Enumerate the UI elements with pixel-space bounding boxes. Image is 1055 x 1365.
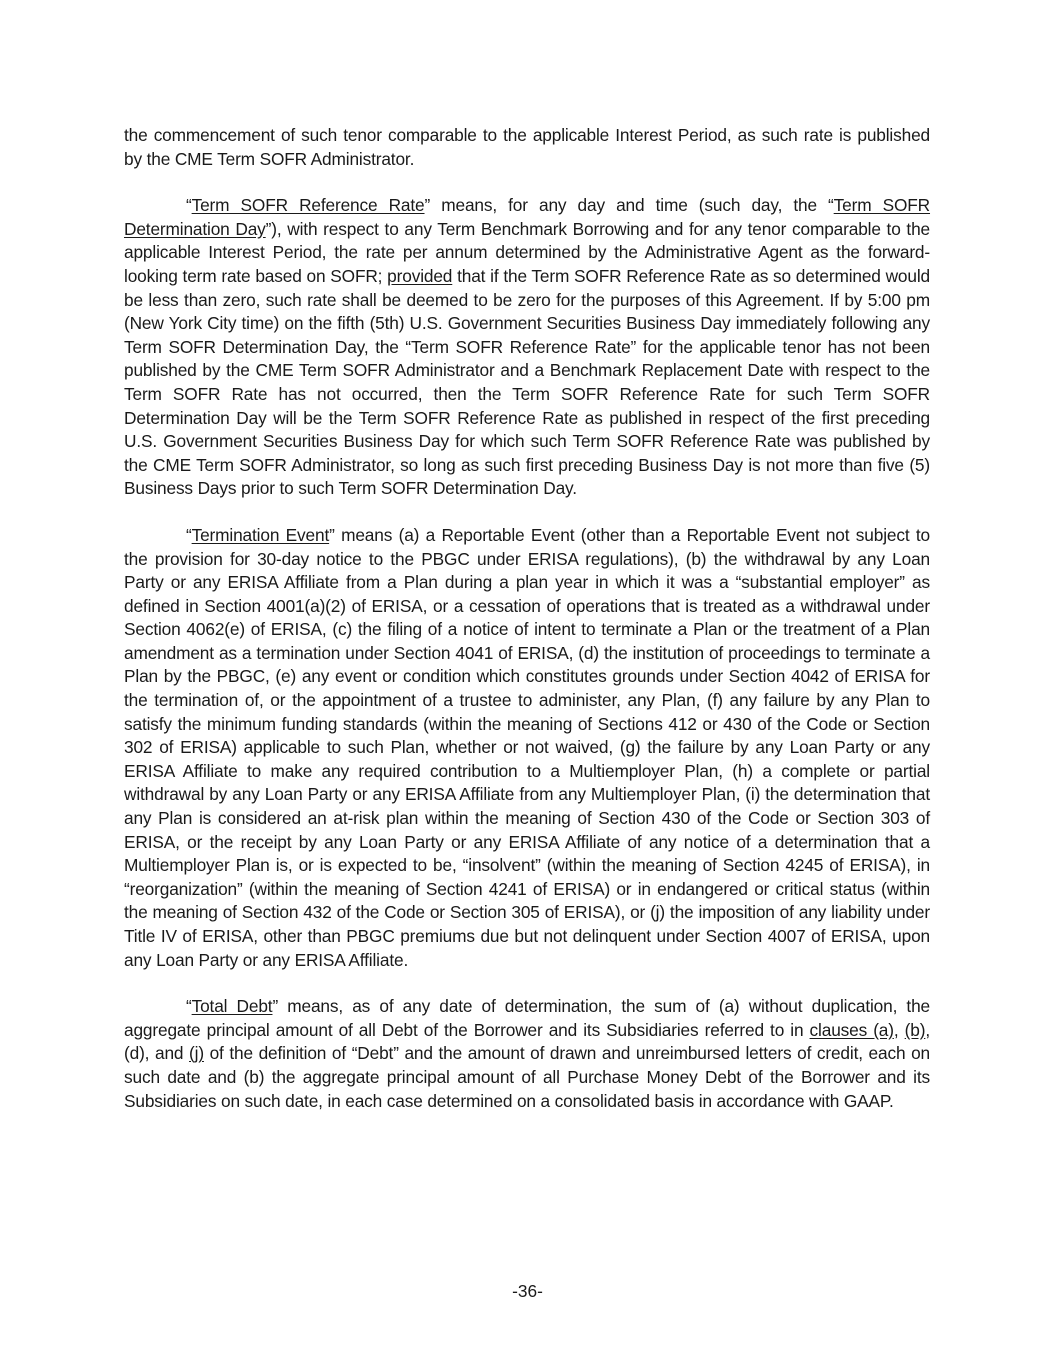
- definition-text: ”), with respect to any Term Benchmark Borrowing and for any tenor comparable to the applicable Interest Period, the rate per annum determined by the Administrative Agent as the forward-looking term rate based on SOFR;: [124, 218, 930, 286]
- definition-termination-event: [124, 524, 930, 972]
- definition-text: ” means (a) a Reportable Event (other than a Reportable Event not subject to the provision for 30-day notice to the PBGC under ERISA regulations), (b) the withdrawal by any Loan Party or any ERISA Affiliate from a Plan during a plan year in which it was a “substantial employer” as defined in Section 4001(a)(2) of ERISA, or a cessation of operations that is treated as a withdrawal under Section 4062(e) of ERISA, (c) the filing of a notice of intent to terminate a Plan or the treatment of a Plan amendment as a termination under Section 4041 of ERISA, (d) the institution of proceedings to terminate a Plan by the PBGC, (e) any event or condition which constitutes grounds under Section 4042 of ERISA for the termination of, or the appointment of a trustee to administer, any Plan, (f) any failure by any Plan to satisfy the minimum funding standards (within the meaning of Sections 412 or 430 of the Code or Section 302 of ERISA) applicable to such Plan, whether or not waived, (g) the failure by any Loan Party or any ERISA Affiliate to make any required contribution to a Multiemployer Plan, (h) a complete or partial withdrawal by any Loan Party or any ERISA Affiliate from any Multiemployer Plan, (i) the determination that any Plan is considered an at-risk plan within the meaning of Section 430 of the Code or Section 303 of ERISA, or the receipt by any Loan Party or any ERISA Affiliate of any notice of a determination that a Multiemployer Plan is, or is expected to be, “insolvent” (within the meaning of Section 4245 of ERISA), in “reorganization” (within the meaning of Section 4241 of ERISA) or in endangered or critical status (within the meaning of Section 432 of the Code or Section 305 of ERISA), or (j) the imposition of any liability under Title IV of ERISA, other than PBGC premiums due but not delinquent under Section 4007 of ERISA, upon any Loan Party or any ERISA Affiliate.: [124, 524, 930, 970]
- definition-text: , (d), and: [124, 1019, 930, 1064]
- clause-reference: clauses (a): [809, 1019, 894, 1040]
- definition-text: that if the Term SOFR Reference Rate as so determined would be less than zero, such rate shall be deemed to be zero for the purposes of this Agreement. If by 5:00 pm (New York City time) on the fifth (5th) U.S. Government Securities Business Day immediately following any Term SOFR Determination Day, the “Term SOFR Reference Rate” for the applicable tenor has not been published by the CME Term SOFR Administrator and a Benchmark Replacement Date with respect to the Term SOFR Rate has not occurred, then the Term SOFR Reference Rate for such Term SOFR Determination Day will be the Term SOFR Reference Rate as published in respect of the first preceding U.S. Government Securities Business Day for which such Term SOFR Reference Rate was published by the CME Term SOFR Administrator, so long as such first preceding Business Day is not more than five (5) Business Days prior to such Term SOFR Determination Day.: [124, 265, 931, 499]
- definition-text: ” means, as of any date of determination, the sum of (a) without duplication, the aggregate principal amount of all Debt of the Borrower and its Subsidiaries referred to in: [124, 996, 930, 1040]
- inline-defined-term: Term SOFR Determination Day: [124, 195, 931, 239]
- page-number: -36-: [512, 1281, 543, 1301]
- defined-term: Termination Event: [191, 524, 330, 545]
- definition-total-debt: [124, 995, 930, 1113]
- open-quote: “: [186, 524, 192, 545]
- open-quote: “: [186, 195, 192, 216]
- provided-keyword: provided: [387, 265, 453, 286]
- definition-text: of the definition of “Debt” and the amount of drawn and unreimbursed letters of credit, each on such date and (b) the aggregate principal amount of all Purchase Money Debt of the Borrower and its Subsidiaries on such date, in each case determined on a consolidated basis in accordance with GAAP.: [124, 1043, 930, 1111]
- open-quote: “: [186, 996, 192, 1017]
- defined-term: Total Debt: [191, 996, 273, 1017]
- clause-reference: (j): [189, 1043, 204, 1064]
- definition-term-sofr-reference-rate: [124, 194, 930, 501]
- definition-text: ” means, for any day and time (such day, the “: [424, 195, 834, 216]
- definition-text: ,: [893, 1019, 905, 1040]
- paragraph-continuation: the commencement of such tenor comparable to the applicable Interest Period, as such rate is published by the CME Term SOFR Administrator.: [124, 125, 930, 169]
- defined-term: Term SOFR Reference Rate: [191, 195, 425, 216]
- document-page: [124, 124, 930, 1113]
- clause-reference: (b): [904, 1019, 926, 1040]
